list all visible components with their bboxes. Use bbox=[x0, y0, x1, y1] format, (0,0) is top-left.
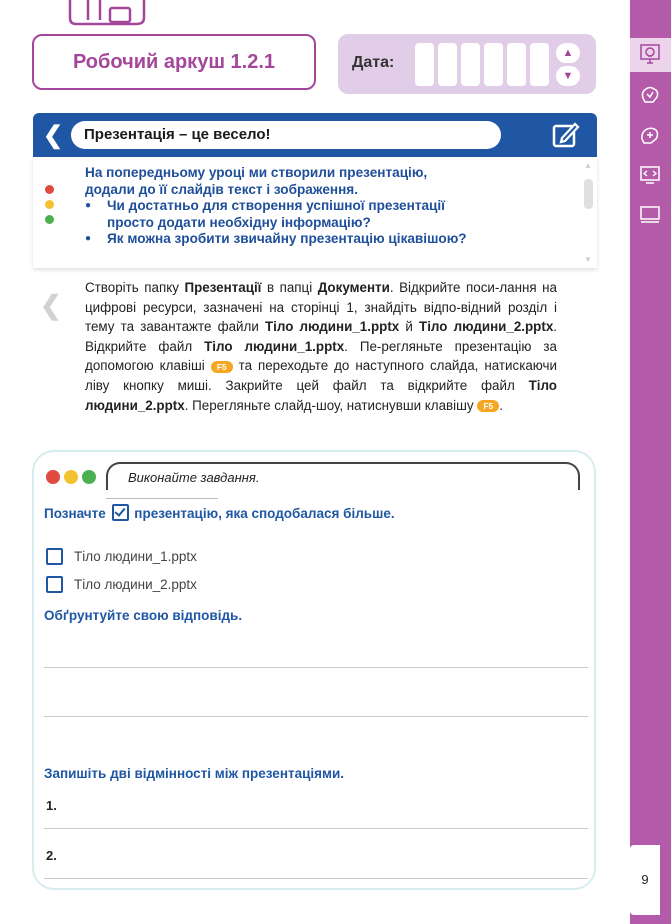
task-tab-label: Виконайте завдання. bbox=[128, 470, 260, 485]
bold-text: Презентації bbox=[184, 280, 262, 295]
header-decoration bbox=[60, 0, 150, 36]
item-number: 1. bbox=[46, 798, 57, 813]
checkbox-checked-icon bbox=[112, 504, 129, 521]
bold-text: Тіло людини_2.pptx bbox=[85, 377, 557, 413]
bold-text: Документи bbox=[317, 280, 390, 295]
intro-text bbox=[85, 165, 555, 248]
worksheet-title-box bbox=[32, 34, 316, 90]
bold-text: Тіло людини_1.pptx bbox=[204, 338, 345, 354]
green-dot bbox=[45, 215, 54, 224]
text: . bbox=[499, 397, 503, 413]
question-differences: Запишіть дві відмінності між презентаціями. bbox=[44, 766, 345, 781]
text: . Перегляньте слайд-шоу, натиснувши клавішу bbox=[184, 397, 478, 413]
intro-bullet bbox=[85, 198, 555, 231]
chevron-down-icon[interactable]: ▼ bbox=[556, 66, 580, 86]
answer-line[interactable] bbox=[44, 878, 588, 879]
edit-icon[interactable] bbox=[550, 120, 580, 150]
code-screen-icon bbox=[639, 164, 661, 186]
text: й bbox=[399, 319, 420, 335]
topic-bar bbox=[33, 113, 597, 157]
scroll-thumb[interactable] bbox=[584, 179, 593, 209]
option-label: Тіло людини_2.pptx bbox=[74, 577, 197, 592]
text: в папці bbox=[261, 280, 318, 295]
side-strip bbox=[630, 0, 671, 924]
brain-icon bbox=[639, 84, 661, 106]
option-label: Тіло людини_1.pptx bbox=[74, 549, 197, 564]
intro-bullet-text: просто додати необхідну інформацію? bbox=[107, 214, 371, 230]
text: . Відкрийте файл bbox=[85, 319, 558, 354]
f5-key-badge: F5 bbox=[477, 400, 499, 412]
intro-bullet-text: Як можна зробити звичайну презентацію цікавішою? bbox=[107, 231, 467, 246]
red-dot bbox=[46, 470, 60, 484]
prev-chevron-icon[interactable]: ❮ bbox=[40, 290, 62, 320]
yellow-dot bbox=[64, 470, 78, 484]
intro-line: додали до її слайдів текст і зображення. bbox=[85, 181, 359, 197]
puzzle-icon bbox=[639, 124, 661, 146]
f5-key-badge: F5 bbox=[211, 361, 233, 373]
intro-box bbox=[33, 157, 597, 268]
question-mark-preferred bbox=[44, 504, 395, 521]
text: Створіть папку bbox=[85, 280, 185, 295]
intro-scrollbar[interactable] bbox=[582, 161, 594, 264]
date-field-group bbox=[338, 34, 596, 94]
traffic-dots bbox=[46, 470, 100, 489]
intro-bullet bbox=[85, 231, 555, 248]
topic-title-pill bbox=[71, 121, 501, 149]
back-chevron-icon[interactable]: ❮ bbox=[43, 122, 64, 149]
computer-icon bbox=[639, 204, 661, 226]
chevron-up-icon[interactable]: ▲ bbox=[556, 43, 580, 63]
green-dot bbox=[82, 470, 96, 484]
date-cell[interactable] bbox=[484, 43, 503, 86]
instructions-paragraph bbox=[85, 278, 557, 415]
question-justify: Обґрунтуйте свою відповідь. bbox=[44, 608, 243, 623]
text: та переходьте до наступного слайда, натискаючи ліву кнопку миші. Закрийте цей файл та відкрийте файл bbox=[85, 358, 557, 393]
bold-text: Тіло людини_1.pptx bbox=[264, 319, 400, 335]
date-cell[interactable] bbox=[415, 43, 434, 86]
traffic-dots bbox=[45, 185, 55, 230]
checkbox[interactable] bbox=[46, 548, 63, 565]
text: . Пе-регляньте презентацію за допомогою клавіші bbox=[85, 338, 557, 374]
answer-line[interactable] bbox=[44, 828, 588, 829]
scroll-down-icon[interactable]: ▼ bbox=[584, 255, 592, 264]
date-cell[interactable] bbox=[530, 43, 549, 86]
red-dot bbox=[45, 185, 54, 194]
page-number: 9 bbox=[630, 845, 660, 915]
answer-line[interactable] bbox=[44, 716, 588, 717]
divider bbox=[106, 498, 218, 499]
task-box bbox=[32, 450, 596, 890]
answer-line[interactable] bbox=[44, 667, 588, 668]
question-text: презентацію, яка сподобалася більше. bbox=[134, 506, 395, 521]
task-tab bbox=[106, 462, 580, 490]
scroll-up-icon[interactable]: ▲ bbox=[584, 161, 592, 170]
bold-text: Тіло людини_2.pptx bbox=[419, 319, 554, 335]
yellow-dot bbox=[45, 200, 54, 209]
text: . Відкрийте поси-лання на цифрові ресурси, зазначені на сторінці 1, знайдіть відпо-відний розділ і тему та завантажте файли bbox=[85, 280, 558, 335]
worksheet-title: Робочий аркуш 1.2.1 bbox=[72, 50, 276, 73]
date-cell[interactable] bbox=[461, 43, 480, 86]
lightbulb-icon bbox=[639, 43, 661, 65]
item-number: 2. bbox=[46, 848, 57, 863]
checkbox[interactable] bbox=[46, 576, 63, 593]
intro-line: На попередньому уроці ми створили презентацію, bbox=[85, 165, 428, 180]
date-cell[interactable] bbox=[507, 43, 526, 86]
intro-bullet-text: Чи достатньо для створення успішної презентації bbox=[107, 198, 445, 213]
date-stepper[interactable] bbox=[556, 43, 580, 86]
topic-title: Презентація – це весело! bbox=[84, 126, 271, 143]
date-cell[interactable] bbox=[438, 43, 457, 86]
question-text: Позначте bbox=[44, 506, 106, 521]
date-label: Дата: bbox=[352, 54, 395, 71]
